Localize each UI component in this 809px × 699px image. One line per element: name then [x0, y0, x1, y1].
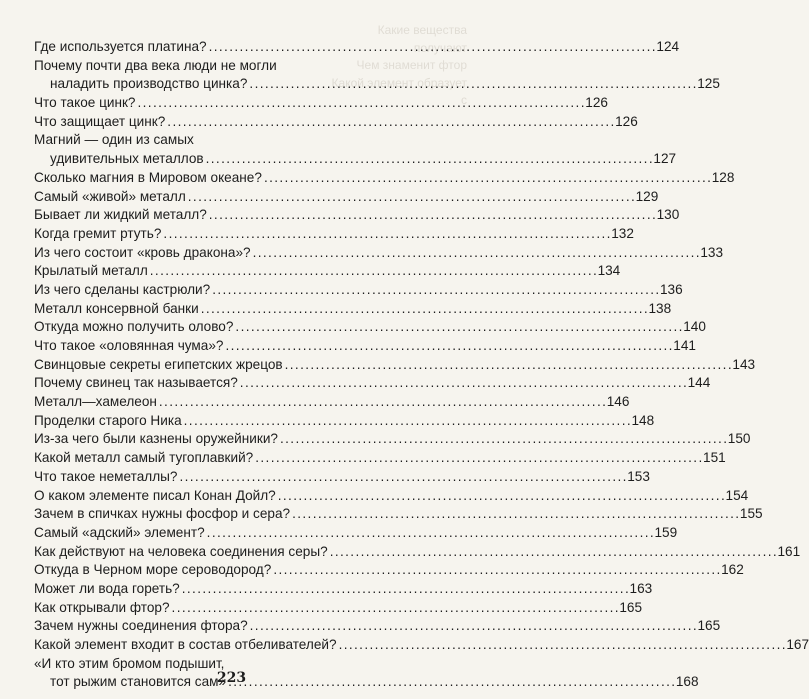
toc-page-number: 141 [673, 338, 696, 353]
toc-entry-title: Почему свинец так называется? [34, 375, 238, 391]
toc-entry[interactable] [34, 113, 638, 132]
dot-leader [182, 580, 628, 599]
bleed-line: Какие вещества получают [377, 23, 467, 55]
toc-page-number: 125 [697, 76, 720, 92]
bleed-line: Чем знаменит фтор [356, 58, 467, 72]
toc-entry-line [34, 57, 416, 76]
toc-entry-line [34, 262, 621, 281]
bleed-line: Какой элемент образует с [331, 75, 467, 107]
toc-entry-title: Проделки старого Ника [34, 412, 182, 428]
toc-page-number: 165 [697, 618, 721, 634]
toc-page-number: 124 [656, 39, 680, 54]
toc-entry-title: Зачем нужны соединения фтора? [34, 618, 248, 634]
toc-entry-title: удивительных металлов [50, 151, 204, 167]
toc-entry[interactable] [34, 599, 643, 618]
toc-entry[interactable] [34, 505, 763, 524]
toc-entry-title: О каком элементе писал Конан Дойл? [34, 487, 276, 503]
dot-leader [207, 524, 653, 543]
toc-entry-title: Из чего сделаны кастрюли? [34, 281, 211, 297]
toc-entry-title: Откуда можно получить олово? [34, 319, 234, 335]
toc-page-number: 168 [675, 674, 699, 690]
toc-entry[interactable] [34, 487, 749, 506]
dot-leader [250, 617, 696, 636]
toc-entry-title: Какой элемент входит в состав отбеливателей? [34, 637, 337, 652]
toc-entry[interactable] [34, 412, 655, 431]
toc-entry-title: Откуда в Черном море сероводород? [34, 562, 272, 578]
toc-entry-title: наладить производство цинка? [50, 76, 248, 92]
toc-entry-title: Самый «адский» элемент? [34, 524, 205, 540]
toc-entry-line [34, 94, 608, 113]
toc-page-number: 129 [635, 188, 659, 204]
toc-entry-title: Может ли вода гореть? [34, 580, 180, 596]
toc-entry-line [34, 449, 726, 468]
toc-entry-line [34, 113, 638, 132]
toc-entry-line [34, 374, 711, 393]
toc-entry-title: Что такое «оловянная чума»? [34, 338, 224, 353]
toc-page-number: 153 [627, 468, 650, 484]
toc-entry-line [34, 505, 763, 524]
toc-entry-title: Где используется платина? [34, 39, 207, 54]
dot-leader [159, 393, 605, 412]
toc-entry[interactable] [34, 225, 634, 244]
toc-entry-title: Как действуют на человека соединения серы? [34, 543, 328, 559]
toc-entry-line [34, 599, 643, 618]
dot-leader [167, 113, 613, 132]
toc-entry-line [34, 337, 696, 356]
toc-entry-line [34, 561, 744, 580]
dot-leader [172, 599, 618, 618]
toc-entry-title: Когда гремит ртуть? [34, 225, 162, 241]
dot-leader [249, 75, 695, 94]
dot-leader [163, 225, 609, 244]
dot-leader [253, 244, 699, 263]
toc-entry-line [34, 206, 680, 225]
toc-entry-title: Из чего состоит «кровь дракона»? [34, 244, 251, 260]
toc-entry-line [34, 543, 801, 562]
toc-page-number: 155 [739, 506, 763, 522]
toc-entry[interactable] [34, 449, 726, 468]
toc-entry[interactable] [34, 281, 683, 300]
toc-entry-line [34, 393, 630, 412]
toc-entry-title: Как открывали фтор? [34, 599, 170, 615]
dot-leader [184, 412, 630, 431]
dot-leader [188, 188, 634, 207]
toc-entry[interactable] [34, 188, 659, 207]
toc-entry[interactable] [34, 262, 621, 281]
toc-entry[interactable] [34, 94, 608, 113]
toc-page-number: 148 [631, 412, 655, 428]
toc-page-number: 146 [606, 394, 630, 410]
dot-leader [330, 543, 776, 562]
toc-page-number: 167 [786, 637, 809, 652]
toc-entry[interactable] [34, 206, 680, 225]
toc-entry[interactable] [34, 318, 706, 337]
toc-entry-title: Из-за чего были казнены оружейники? [34, 431, 278, 447]
toc-entry-title: тот рыжим становится сам» [50, 674, 227, 690]
toc-page-number: 144 [687, 375, 711, 391]
toc-entry-line [34, 487, 749, 506]
toc-entry-title: Зачем в спичках нужны фосфор и сера? [34, 506, 291, 522]
dot-leader [138, 94, 584, 113]
toc-entry[interactable] [34, 300, 672, 319]
dot-leader [280, 430, 726, 449]
toc-entry[interactable] [34, 131, 677, 168]
toc-page-number: 163 [629, 580, 653, 596]
toc-entry[interactable] [34, 337, 696, 356]
toc-entry-title: Почему почти два века люди не могли [34, 57, 277, 73]
toc-entry-title: Самый «живой» металл [34, 188, 186, 204]
toc-entry-line [34, 281, 683, 300]
toc-entry-line [34, 300, 672, 319]
dot-leader [235, 318, 681, 337]
toc-entry-title: Металл—хамелеон [34, 394, 157, 410]
toc-page-number: 159 [654, 524, 678, 540]
dot-leader [150, 262, 596, 281]
toc-entry-title: Какой металл самый тугоплавкий? [34, 450, 254, 466]
dot-leader [225, 337, 671, 356]
toc-entry-title: Сколько магния в Мировом океане? [34, 169, 262, 185]
toc-entry[interactable] [34, 636, 809, 655]
toc-page-number: 126 [615, 113, 638, 129]
toc-page-number: 134 [597, 263, 621, 279]
toc-entry-line [34, 617, 721, 636]
toc-page-number: 154 [725, 487, 749, 503]
dot-leader [212, 281, 658, 300]
dot-leader [209, 206, 655, 225]
toc-entry-line [34, 580, 653, 599]
dot-leader [285, 356, 731, 375]
toc-entry-continuation [34, 150, 677, 169]
toc-entry[interactable] [34, 374, 711, 393]
toc-page-number: 132 [611, 225, 634, 241]
dot-leader [240, 374, 686, 393]
toc-entry-line [34, 169, 735, 188]
toc-entry-line [34, 244, 724, 263]
toc-entry-line [34, 318, 706, 337]
toc-page-number: 133 [700, 244, 724, 260]
toc-entry[interactable] [34, 430, 751, 449]
toc-page-number: 126 [585, 95, 608, 111]
dot-leader [255, 449, 701, 468]
toc-page-number: 136 [659, 281, 683, 297]
toc-page-number: 151 [703, 450, 726, 466]
toc-entry-line [34, 188, 659, 207]
toc-entry-line [34, 356, 756, 375]
toc-page-number: 161 [777, 543, 801, 559]
toc-entry-title: Металл консервной банки [34, 300, 199, 316]
toc-entry[interactable] [34, 524, 678, 543]
toc-page-number: 165 [619, 599, 643, 615]
toc-page-number: 128 [711, 169, 735, 185]
dot-leader [278, 487, 724, 506]
toc-entry-line [34, 430, 751, 449]
toc-entry[interactable] [34, 393, 630, 412]
toc-entry-title: Что такое неметаллы? [34, 468, 178, 484]
toc-entry-line [34, 131, 416, 150]
toc-entry[interactable] [34, 617, 721, 636]
toc-entry-title: Крылатый металл [34, 263, 148, 279]
toc-page-number: 130 [656, 207, 680, 223]
toc-page-number: 150 [727, 431, 751, 447]
toc-entry[interactable] [34, 580, 653, 599]
toc-entry[interactable] [34, 543, 801, 562]
toc-entry-title: «И кто этим бромом подышит, [34, 655, 225, 671]
dot-leader [201, 300, 647, 319]
toc-page-number: 140 [683, 319, 706, 335]
toc-entry[interactable] [34, 561, 744, 580]
toc-page-number: 138 [648, 300, 672, 316]
dot-leader [209, 38, 655, 57]
dot-leader [292, 505, 738, 524]
dot-leader [339, 636, 785, 655]
page-number: 223 [216, 670, 247, 686]
toc-entry-line [34, 468, 650, 487]
dot-leader [264, 169, 710, 188]
toc-entry-title: Бывает ли жидкий металл? [34, 207, 207, 223]
toc-entry-title: Свинцовые секреты египетских жрецов [34, 356, 283, 372]
toc-page-number: 143 [732, 356, 756, 372]
toc-entry[interactable] [34, 169, 735, 188]
toc-entry-line [34, 412, 655, 431]
toc-page-number: 162 [721, 562, 744, 578]
toc-entry[interactable] [34, 468, 650, 487]
toc-entry-title: Магний — один из самых [34, 132, 194, 148]
toc-entry[interactable] [34, 356, 756, 375]
toc-entry-title: Что защищает цинк? [34, 113, 166, 129]
toc-entry-line [34, 636, 809, 655]
toc-entry[interactable] [34, 244, 724, 263]
dot-leader [179, 468, 625, 487]
toc-page-number: 127 [653, 151, 677, 167]
dot-leader [206, 150, 652, 169]
dot-leader [273, 561, 719, 580]
toc-entry-line [34, 225, 634, 244]
toc-entry-title: Что такое цинк? [34, 95, 136, 111]
toc-entry-line [34, 524, 678, 543]
